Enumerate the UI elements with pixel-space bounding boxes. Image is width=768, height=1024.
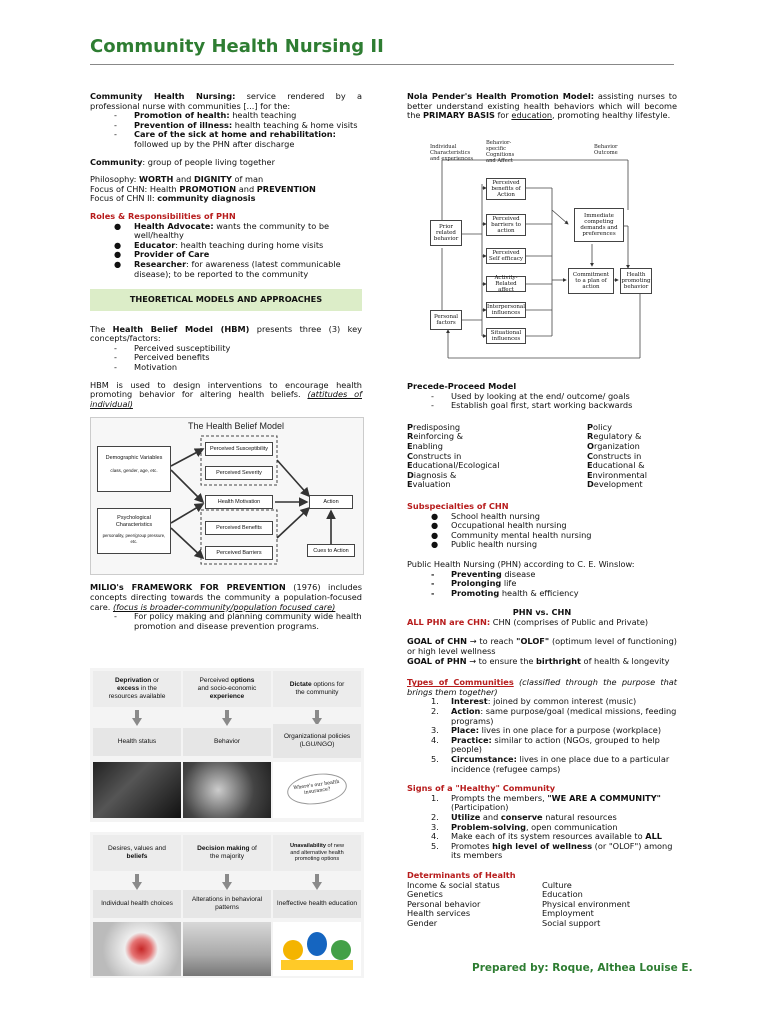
- roles-heading: Roles & Responsibilities of PHN: [90, 210, 236, 221]
- milio-list: [90, 612, 362, 631]
- hpm-interpersonal: Interpersonal influences: [487, 303, 525, 316]
- list-item: - Prevention of illness: health teaching & home visits: [114, 119, 358, 130]
- hbm-cues: Cues to Action: [307, 544, 355, 557]
- hpm-affect: Activity-Related affect: [486, 276, 526, 292]
- milio2-c2-bottom: Alterations in behavioral patterns: [183, 890, 271, 918]
- hpm-situational: Situational influences: [486, 328, 526, 344]
- hbm-barriers: Perceived Barriers: [205, 546, 273, 560]
- list-item: 5. Circumstance: lives in one place due to a particular incidence (refugee camps): [431, 754, 670, 774]
- hpm-barriers: Perceived barriers to action: [486, 214, 526, 236]
- poverty-photo: [93, 762, 181, 818]
- milio-c3-top: Dictate options for the community: [273, 671, 361, 707]
- subspecialties-heading: Subspecialties of CHN: [407, 500, 509, 511]
- list-item: - Motivation: [114, 362, 178, 373]
- winslow-intro: Public Health Nursing (PHN) according to C. E. Winslow:: [407, 558, 635, 569]
- precede-list: [407, 392, 677, 411]
- hbm-demographic: Demographic Variables class, gender, age, etc.: [97, 446, 171, 492]
- cigarettes-photo: [183, 762, 271, 818]
- section-banner: THEORETICAL MODELS AND APPROACHES: [90, 289, 362, 311]
- chn-list: [90, 111, 362, 149]
- milio2-c1-top: Desires, values and beliefs: [93, 835, 181, 871]
- precede-title: Precede-Proceed Model: [407, 381, 517, 391]
- hbm-motivation: Health Motivation: [205, 495, 273, 509]
- milio-c3-bottom: Organizational policies (LGU/NGO): [273, 724, 361, 758]
- houses-photo: [183, 922, 271, 976]
- list-item: - Used by looking at the end/ outcome/ goals: [431, 390, 630, 401]
- roles-list: [90, 222, 362, 280]
- classroom-photo: [273, 922, 361, 976]
- list-item: - Perceived benefits: [114, 352, 210, 363]
- list-item: 4. Practice: similar to action (NGOs, grouped to help people): [431, 734, 660, 755]
- goal-phn: GOAL of PHN → to ensure the birthright of health & longevity: [407, 655, 670, 666]
- hbm-intro: The Health Belief Model (HBM) presents three (3) key concepts/factors:: [90, 323, 362, 344]
- milio-c2-top: Perceived options and socio-economic experience: [183, 671, 271, 707]
- phn-vs-chn-heading: PHN vs. CHN: [512, 607, 572, 618]
- list-item: ● Occupational health nursing: [431, 520, 567, 531]
- note-photo: Where's our health insurance?: [273, 762, 361, 818]
- chn-definition: Community Health Nursing: service rendered by a professional nurse with communities [...] for the:: [90, 91, 362, 111]
- page-title: Community Health Nursing II: [90, 36, 384, 57]
- all-phn-line: ALL PHN are CHN: CHN (comprises of Public and Private): [407, 616, 649, 627]
- acronym-row: Policy: [587, 421, 612, 432]
- title-divider: [90, 64, 674, 65]
- types-heading: Types of Communities (classified through the purpose that brings them together): [407, 677, 677, 697]
- hpm-heading-cognitions: Behavior-specific Cognitions and Affect: [486, 140, 515, 164]
- list-item: ● Public health nursing: [431, 539, 538, 550]
- hpm-personal: Personal factors: [430, 310, 462, 330]
- list-item: ● Health Advocate: wants the community to be well/healthy: [114, 220, 330, 241]
- list-item: 4. Make each of its system resources available to ALL: [431, 831, 663, 842]
- nola-intro: Nola Pender's Health Promotion Model: assisting nurses to better understand existing health behaviors which will become the PRIMARY BASIS for education, promoting healthy lifestyle.: [407, 91, 677, 121]
- list-item: ● Educator: health teaching during home visits: [114, 239, 324, 250]
- health-belief-model-figure: [90, 417, 364, 575]
- hbm-severity: Perceived Severity: [205, 466, 273, 480]
- hbm-benefits: Perceived Benefits: [205, 521, 273, 535]
- milio2-c2-top: Decision making of the majority: [183, 835, 271, 871]
- list-item: - Care of the sick at home and rehabilitation: followed up by the PHN after discharge: [114, 129, 336, 149]
- hpm-heading-outcome: Behavior Outcome: [594, 144, 618, 156]
- milio-c2-bottom: Behavior: [183, 728, 271, 756]
- subspecialties-list: [407, 512, 677, 550]
- milio2-c3-bottom: Ineffective health education: [273, 890, 361, 918]
- right-column: [407, 92, 677, 129]
- hpm-heading-individual: Individual Characteristics and experiences: [430, 144, 473, 162]
- milio-figure-1: [90, 668, 364, 822]
- milio2-c3-top: Unavailability of new and alternative health promoting options: [273, 835, 361, 871]
- hbm-action: Action: [309, 495, 353, 509]
- hpm-benefits: Perceived benefits of Action: [486, 178, 526, 200]
- list-item: 5. Promotes high level of wellness (or "OLOF") among its members: [431, 840, 673, 861]
- hbm-susceptibility: Perceived Susceptibility: [205, 442, 273, 456]
- list-item: 3. Problem-solving, open communication: [431, 821, 618, 832]
- milio-c1-top: Deprivation or excess in the resources available: [93, 671, 181, 707]
- list-item: - Perceived susceptibility: [114, 342, 231, 353]
- left-column: [90, 92, 362, 639]
- milio-c1-bottom: Health status: [93, 728, 181, 756]
- list-item: ● Community mental health nursing: [431, 529, 592, 540]
- list-item: 1. Prompts the members, "WE ARE A COMMUNITY" (Participation): [431, 792, 661, 813]
- hpm-prior: Prior related behavior: [430, 220, 462, 246]
- determinants-grid: Income & social status Culture Genetics Education Personal behavior Physical environment Health services Employment Gender Social support: [407, 879, 631, 928]
- pills-photo: [93, 922, 181, 976]
- hpm-lines: [428, 140, 656, 362]
- milio-intro: MILIO's FRAMEWORK FOR PREVENTION (1976) includes concepts directing towards the community a population-focused care. (focus is broader-community/population focused care): [90, 582, 362, 612]
- list-item: ● Researcher: for awareness (latest communicable disease); to be reported to the community: [114, 258, 341, 279]
- list-item: - Preventing disease: [431, 568, 536, 579]
- list-item: 2. Utilize and conserve natural resources: [431, 811, 617, 822]
- health-promotion-model-figure: [428, 140, 656, 362]
- milio2-c1-bottom: Individual health choices: [93, 890, 181, 918]
- philosophy-block: Philosophy: WORTH and DIGNITY of man Focus of CHN: Health PROMOTION and PREVENTION Focus of CHN II: community diagnosis: [90, 174, 316, 204]
- precede-acronyms: Predisposing Policy Reinforcing & Regulatory & Enabling Organization Constructs in Constructs in Educational/Ecological Educational & Diagnosis & Environmental Evaluation Development: [407, 423, 677, 490]
- hbm-list: [90, 344, 362, 373]
- list-item: 1. Interest: joined by common interest (music): [431, 696, 637, 707]
- list-item: 2. Action: same purpose/goal (medical missions, feeding programs): [431, 706, 677, 726]
- hbm-use: HBM is used to design interventions to encourage health promoting behavior for altering health beliefs. (attitudes of individual): [90, 379, 362, 409]
- hbm-title: The Health Belief Model: [187, 421, 285, 432]
- list-item: - Promoting health & efficiency: [431, 587, 579, 598]
- author-credit: Prepared by: Roque, Althea Louise E.: [472, 962, 693, 974]
- acronym-row: Predisposing: [407, 421, 461, 432]
- hpm-immediate: Immediate competing demands and preferences: [574, 208, 624, 242]
- goal-chn: GOAL of CHN → to reach "OLOF" (optimum level of functioning) or high level wellness: [407, 636, 677, 657]
- signs-heading: Signs of a "Healthy" Community: [407, 783, 556, 794]
- types-list: [407, 697, 677, 774]
- hpm-commitment: Commitment to a plan of action: [568, 268, 614, 294]
- milio-figure-2: [90, 832, 364, 978]
- hpm-behavior: Health promoting behavior: [620, 268, 652, 294]
- hpm-efficacy: Perceived Self efficacy: [486, 248, 526, 264]
- list-item: - For policy making and planning community wide health promotion and disease prevention programs.: [114, 611, 362, 631]
- list-item: - Promotion of health: health teaching: [114, 110, 297, 121]
- community-definition: Community: group of people living together: [90, 156, 275, 167]
- right-column-lower: [407, 382, 677, 929]
- winslow-list: [407, 570, 677, 599]
- list-item: ● School health nursing: [431, 510, 540, 521]
- list-item: - Establish goal first, start working backwards: [431, 400, 633, 411]
- list-item: 3. Place: lives in one place for a purpose (workplace): [431, 725, 662, 736]
- determinants-heading: Determinants of Health: [407, 869, 516, 880]
- list-item: ● Provider of Care: [114, 249, 210, 260]
- hbm-psychological: Psychological Characteristics personality, peer/group pressure, etc.: [97, 508, 171, 554]
- list-item: - Prolonging life: [431, 578, 517, 589]
- signs-list: [407, 794, 677, 861]
